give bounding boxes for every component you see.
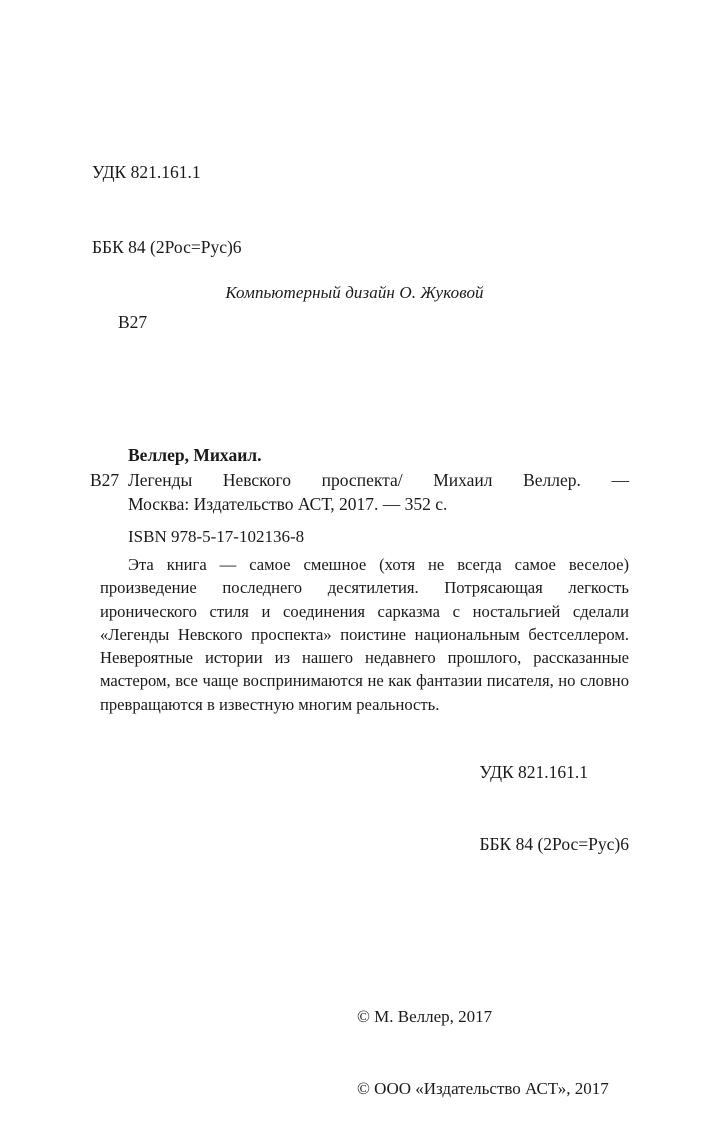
record-author: Веллер, Михаил.: [128, 445, 262, 465]
annotation-text: Эта книга — самое смешное (хотя не всегда самое веселое) произведение последнего десятилетия. Потрясающая легкость иронического стиля и соединения сарказма с ностальгией сделали «Легенды Невского проспекта» поистине национальным бестселлером. Невероятные истории из нашего недавнего прошлого, рассказанные мастером, все чаще воспринимаются не как фантазии писателя, но словно превращаются в известную многим реальность.: [100, 555, 629, 714]
copyright-block: [357, 957, 609, 1122]
classification-block-bottom: [479, 712, 629, 904]
copyright-author: © М. Веллер, 2017: [357, 1007, 493, 1026]
bibliographic-record: [90, 443, 629, 516]
classification-block-top: [92, 110, 242, 385]
record-imprint-line: Москва: Издательство АСТ, 2017. — 352 с.: [128, 494, 448, 514]
record-body: [90, 468, 629, 516]
bbk-code-bottom: ББК 84 (2Рос=Рус)6: [479, 834, 629, 854]
isbn-line: ISBN 978-5-17-102136-8: [128, 527, 305, 546]
udk-code-top: УДК 821.161.1: [92, 162, 201, 182]
udk-code-bottom: УДК 821.161.1: [479, 762, 589, 782]
copyright-publisher: © ООО «Издательство АСТ», 2017: [357, 1079, 609, 1098]
designer-credit: Компьютерный дизайн О. Жуковой: [225, 283, 484, 302]
shelfmark-top: В27: [118, 312, 148, 332]
record-title-line: Легенды Невского проспекта/ Михаил Веллер. —: [128, 470, 629, 490]
record-shelfmark: В27: [90, 470, 120, 490]
bbk-code-top: ББК 84 (2Рос=Рус)6: [92, 237, 242, 257]
